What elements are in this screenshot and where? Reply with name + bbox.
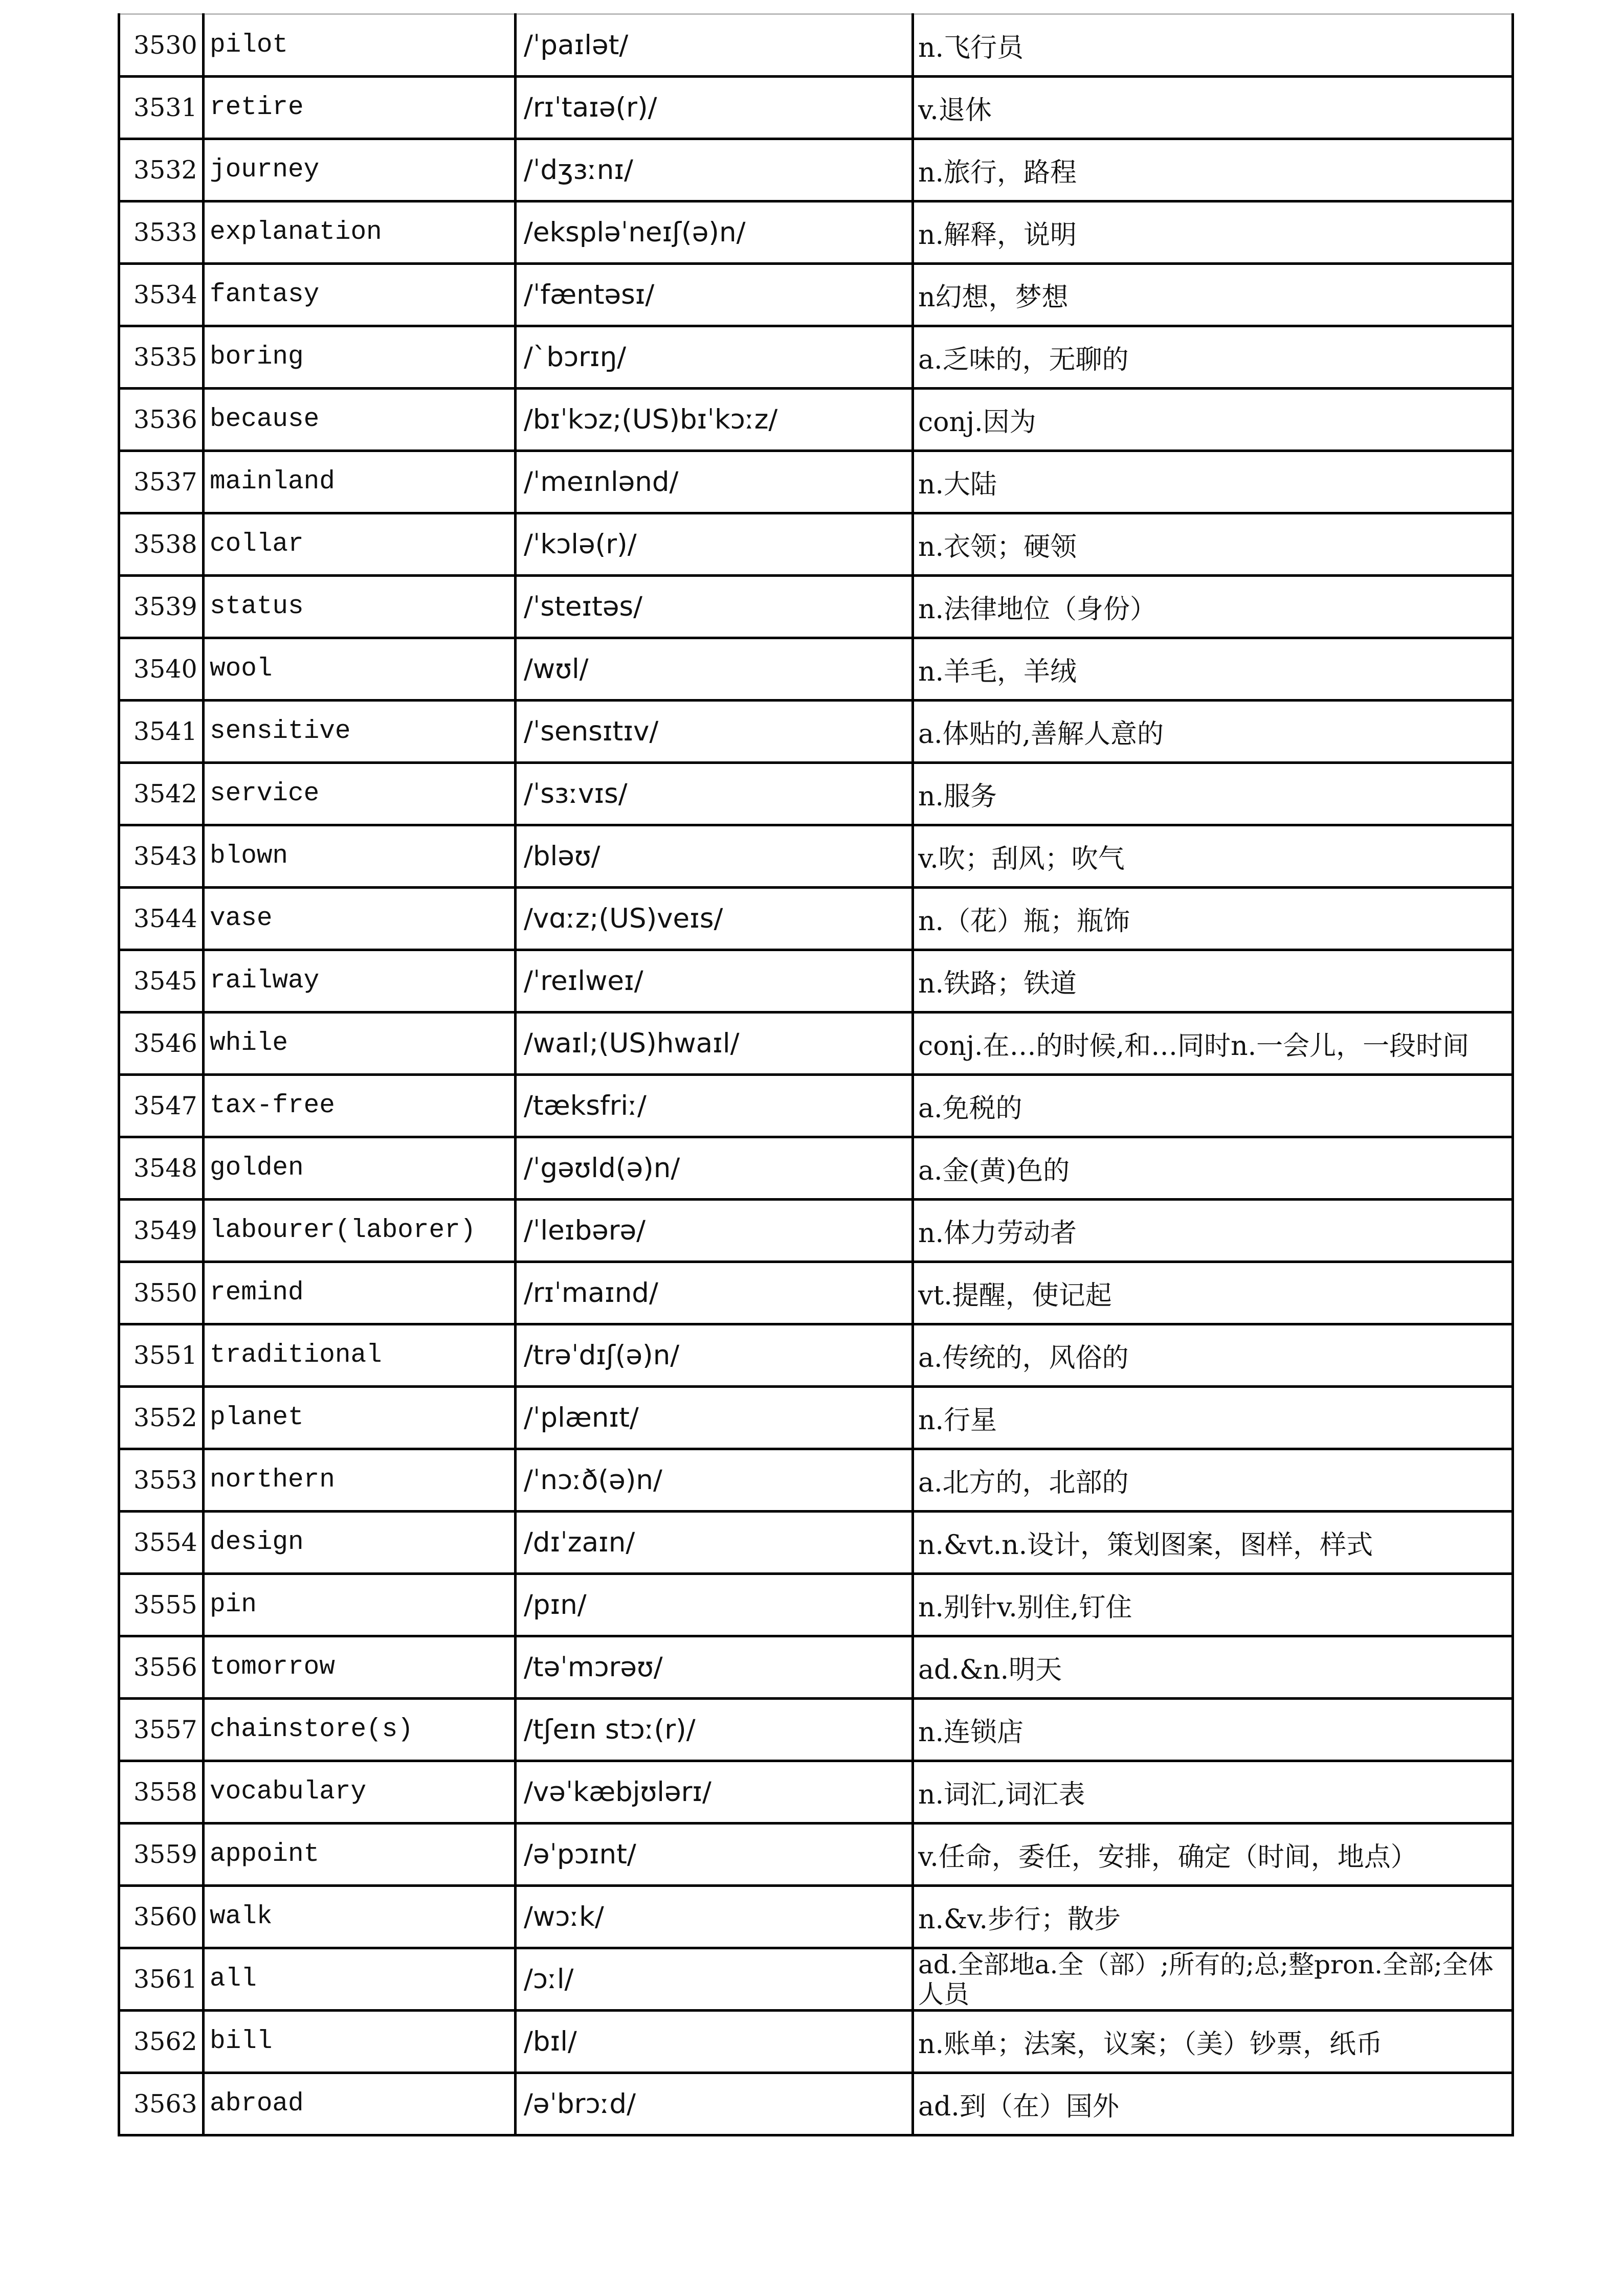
- row-definition: n.&vt.n.设计，策划图案，图样，样式: [913, 1512, 1513, 1574]
- row-phonetic: /ˈreɪlweɪ/: [516, 950, 913, 1012]
- row-word: planet: [204, 1387, 516, 1449]
- row-word: railway: [204, 950, 516, 1012]
- row-definition: n.旅行，路程: [913, 139, 1513, 201]
- row-number: 3531: [119, 77, 204, 139]
- row-definition: n.别针v.别住,钉住: [913, 1574, 1513, 1636]
- row-word: walk: [204, 1886, 516, 1948]
- row-phonetic: /`bɔrɪŋ/: [516, 326, 913, 389]
- row-definition: n.行星: [913, 1387, 1513, 1449]
- table-row: [119, 77, 1513, 139]
- row-word: service: [204, 763, 516, 825]
- row-word: bill: [204, 2011, 516, 2073]
- row-number: 3555: [119, 1574, 204, 1636]
- table-row: [119, 201, 1513, 264]
- row-number: 3560: [119, 1886, 204, 1948]
- row-definition: n.账单；法案，议案；（美）钞票，纸币: [913, 2011, 1513, 2073]
- table-row: [119, 763, 1513, 825]
- table-row: [119, 139, 1513, 201]
- row-phonetic: /ˈleɪbərə/: [516, 1200, 913, 1262]
- table-row: [119, 1262, 1513, 1324]
- row-word: status: [204, 576, 516, 638]
- row-phonetic: /rɪˈmaɪnd/: [516, 1262, 913, 1324]
- row-definition: n.连锁店: [913, 1699, 1513, 1761]
- table-row: [119, 825, 1513, 888]
- table-row: [119, 1449, 1513, 1512]
- table-row: [119, 264, 1513, 326]
- row-definition: n.羊毛，羊绒: [913, 638, 1513, 701]
- row-phonetic: /təˈmɔrəʊ/: [516, 1636, 913, 1699]
- row-word: journey: [204, 139, 516, 201]
- row-phonetic: /tʃeɪn stɔː(r)/: [516, 1699, 913, 1761]
- row-number: 3557: [119, 1699, 204, 1761]
- row-phonetic: /waɪl;(US)hwaɪl/: [516, 1012, 913, 1075]
- table-row: [119, 1948, 1513, 2011]
- row-number: 3539: [119, 576, 204, 638]
- row-number: 3549: [119, 1200, 204, 1262]
- row-phonetic: /ˈsensɪtɪv/: [516, 701, 913, 763]
- row-phonetic: /wʊl/: [516, 638, 913, 701]
- row-word: collar: [204, 513, 516, 576]
- row-number: 3550: [119, 1262, 204, 1324]
- row-word: while: [204, 1012, 516, 1075]
- row-definition: ad.到（在）国外: [913, 2073, 1513, 2135]
- row-definition: a.金(黄)色的: [913, 1137, 1513, 1200]
- row-number: 3562: [119, 2011, 204, 2073]
- row-word: tomorrow: [204, 1636, 516, 1699]
- row-number: 3556: [119, 1636, 204, 1699]
- row-definition: v.吹；刮风；吹气: [913, 825, 1513, 888]
- row-word: pilot: [204, 14, 516, 77]
- row-number: 3543: [119, 825, 204, 888]
- row-word: boring: [204, 326, 516, 389]
- row-number: 3551: [119, 1324, 204, 1387]
- table-row: [119, 1574, 1513, 1636]
- table-row: [119, 1636, 1513, 1699]
- row-definition: n.&v.步行；散步: [913, 1886, 1513, 1948]
- row-phonetic: /ˈplænɪt/: [516, 1387, 913, 1449]
- row-word: retire: [204, 77, 516, 139]
- row-number: 3561: [119, 1948, 204, 2011]
- table-row: [119, 1886, 1513, 1948]
- row-definition: ad.&n.明天: [913, 1636, 1513, 1699]
- row-word: labourer(laborer): [204, 1200, 516, 1262]
- row-number: 3533: [119, 201, 204, 264]
- table-row: [119, 950, 1513, 1012]
- table-row: [119, 1075, 1513, 1137]
- table-body: [119, 14, 1513, 2135]
- table-row: [119, 1200, 1513, 1262]
- table-row: [119, 451, 1513, 513]
- row-number: 3547: [119, 1075, 204, 1137]
- table-row: [119, 2011, 1513, 2073]
- row-definition: n.（花）瓶；瓶饰: [913, 888, 1513, 950]
- row-phonetic: /ˈgəʊld(ə)n/: [516, 1137, 913, 1200]
- row-definition: v.任命，委任，安排，确定（时间，地点）: [913, 1824, 1513, 1886]
- row-word: explanation: [204, 201, 516, 264]
- row-definition: a.北方的，北部的: [913, 1449, 1513, 1512]
- row-word: all: [204, 1948, 516, 2011]
- table-row: [119, 576, 1513, 638]
- row-phonetic: /ˈpaɪlət/: [516, 14, 913, 77]
- table-row: [119, 2073, 1513, 2135]
- row-definition: conj.因为: [913, 389, 1513, 451]
- row-phonetic: /pɪn/: [516, 1574, 913, 1636]
- vocabulary-table: [118, 13, 1514, 2136]
- row-phonetic: /ˈfæntəsɪ/: [516, 264, 913, 326]
- row-word: traditional: [204, 1324, 516, 1387]
- row-word: vase: [204, 888, 516, 950]
- row-phonetic: /ˈsteɪtəs/: [516, 576, 913, 638]
- row-number: 3542: [119, 763, 204, 825]
- row-word: northern: [204, 1449, 516, 1512]
- row-definition: v.退休: [913, 77, 1513, 139]
- row-definition: a.传统的，风俗的: [913, 1324, 1513, 1387]
- row-number: 3548: [119, 1137, 204, 1200]
- row-phonetic: /ˈdʒɜːnɪ/: [516, 139, 913, 201]
- row-word: fantasy: [204, 264, 516, 326]
- row-phonetic: /ˈmeɪnlənd/: [516, 451, 913, 513]
- row-word: tax-free: [204, 1075, 516, 1137]
- row-definition: a.免税的: [913, 1075, 1513, 1137]
- row-phonetic: /əˈpɔɪnt/: [516, 1824, 913, 1886]
- table-row: [119, 1699, 1513, 1761]
- row-number: 3563: [119, 2073, 204, 2135]
- row-number: 3532: [119, 139, 204, 201]
- row-number: 3552: [119, 1387, 204, 1449]
- row-word: blown: [204, 825, 516, 888]
- row-phonetic: /vəˈkæbjʊlərɪ/: [516, 1761, 913, 1824]
- row-phonetic: /vɑːz;(US)veɪs/: [516, 888, 913, 950]
- row-definition: n幻想，梦想: [913, 264, 1513, 326]
- table-row: [119, 1824, 1513, 1886]
- row-word: design: [204, 1512, 516, 1574]
- row-phonetic: /əˈbrɔːd/: [516, 2073, 913, 2135]
- row-number: 3558: [119, 1761, 204, 1824]
- row-word: wool: [204, 638, 516, 701]
- table-row: [119, 326, 1513, 389]
- table-row: [119, 1012, 1513, 1075]
- row-word: mainland: [204, 451, 516, 513]
- table-row: [119, 1387, 1513, 1449]
- table-row: [119, 888, 1513, 950]
- row-definition: n.飞行员: [913, 14, 1513, 77]
- row-number: 3540: [119, 638, 204, 701]
- row-phonetic: /bɪˈkɔz;(US)bɪˈkɔːz/: [516, 389, 913, 451]
- row-phonetic: /bləʊ/: [516, 825, 913, 888]
- table-row: [119, 1512, 1513, 1574]
- row-number: 3530: [119, 14, 204, 77]
- row-phonetic: /rɪˈtaɪə(r)/: [516, 77, 913, 139]
- row-definition: n.词汇,词汇表: [913, 1761, 1513, 1824]
- row-word: chainstore(s): [204, 1699, 516, 1761]
- row-phonetic: /ˈnɔːð(ə)n/: [516, 1449, 913, 1512]
- row-phonetic: /wɔːk/: [516, 1886, 913, 1948]
- table-row: [119, 1137, 1513, 1200]
- row-number: 3559: [119, 1824, 204, 1886]
- row-phonetic: /tæksfriː/: [516, 1075, 913, 1137]
- row-word: golden: [204, 1137, 516, 1200]
- row-definition: a.乏味的，无聊的: [913, 326, 1513, 389]
- row-definition: n.法律地位（身份）: [913, 576, 1513, 638]
- row-number: 3554: [119, 1512, 204, 1574]
- row-word: appoint: [204, 1824, 516, 1886]
- table-row: [119, 1761, 1513, 1824]
- table-row: [119, 513, 1513, 576]
- row-definition: n.解释，说明: [913, 201, 1513, 264]
- row-definition: n.服务: [913, 763, 1513, 825]
- row-phonetic: /ɔːl/: [516, 1948, 913, 2011]
- row-definition: conj.在…的时候,和…同时n.一会儿，一段时间: [913, 1012, 1513, 1075]
- row-word: abroad: [204, 2073, 516, 2135]
- row-phonetic: /bɪl/: [516, 2011, 913, 2073]
- row-number: 3535: [119, 326, 204, 389]
- row-word: pin: [204, 1574, 516, 1636]
- row-definition: n.铁路；铁道: [913, 950, 1513, 1012]
- row-number: 3536: [119, 389, 204, 451]
- row-word: remind: [204, 1262, 516, 1324]
- row-definition: a.体贴的,善解人意的: [913, 701, 1513, 763]
- row-word: because: [204, 389, 516, 451]
- row-phonetic: /ekspləˈneɪʃ(ə)n/: [516, 201, 913, 264]
- table-row: [119, 1324, 1513, 1387]
- row-number: 3537: [119, 451, 204, 513]
- row-number: 3553: [119, 1449, 204, 1512]
- row-number: 3541: [119, 701, 204, 763]
- row-number: 3545: [119, 950, 204, 1012]
- row-number: 3534: [119, 264, 204, 326]
- row-word: vocabulary: [204, 1761, 516, 1824]
- row-phonetic: /trəˈdɪʃ(ə)n/: [516, 1324, 913, 1387]
- row-definition: n.体力劳动者: [913, 1200, 1513, 1262]
- table-row: [119, 638, 1513, 701]
- row-definition: n.大陆: [913, 451, 1513, 513]
- row-phonetic: /dɪˈzaɪn/: [516, 1512, 913, 1574]
- row-number: 3546: [119, 1012, 204, 1075]
- row-phonetic: /ˈsɜːvɪs/: [516, 763, 913, 825]
- row-number: 3544: [119, 888, 204, 950]
- row-word: sensitive: [204, 701, 516, 763]
- row-definition: n.衣领；硬领: [913, 513, 1513, 576]
- table-row: [119, 389, 1513, 451]
- row-definition: vt.提醒，使记起: [913, 1262, 1513, 1324]
- row-phonetic: /ˈkɔlə(r)/: [516, 513, 913, 576]
- table-row: [119, 701, 1513, 763]
- row-number: 3538: [119, 513, 204, 576]
- row-definition: ad.全部地a.全（部）;所有的;总;整pron.全部;全体人员: [913, 1948, 1513, 2011]
- table-row: [119, 14, 1513, 77]
